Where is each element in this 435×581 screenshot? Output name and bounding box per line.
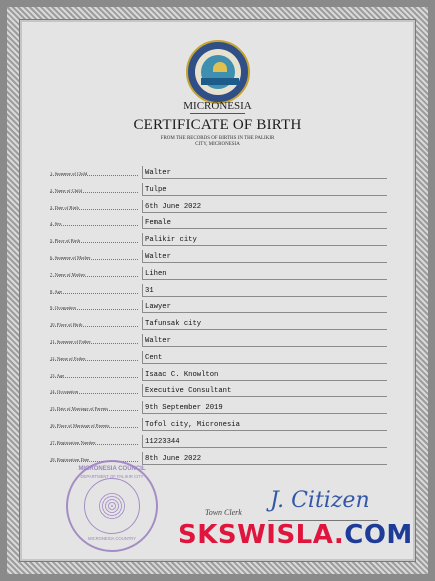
- town-clerk-label: Town Clerk: [205, 508, 242, 517]
- field-value: 9th September 2019: [145, 404, 223, 413]
- field-value: 31: [145, 286, 154, 295]
- field-underline: [142, 228, 387, 229]
- field-row: [50, 400, 387, 414]
- field-label: 9. Occupation: [50, 305, 76, 311]
- field-label: 10. Place of Birth: [50, 322, 83, 328]
- field-underline: [142, 329, 387, 330]
- field-row: [50, 367, 387, 381]
- field-underline: [142, 447, 387, 448]
- field-underline: [142, 296, 387, 297]
- field-row: [50, 434, 387, 448]
- field-underline: [142, 413, 387, 414]
- label-leader: [50, 293, 138, 294]
- field-row: [50, 283, 387, 297]
- field-value: Palikir city: [145, 236, 197, 245]
- field-label: 12. Name of Father: [50, 355, 86, 361]
- field-value: Tafunsak city: [145, 320, 202, 329]
- field-value: Walter: [145, 337, 171, 345]
- field-underline: [142, 178, 387, 179]
- stamp-top-text: MICRONESIA COUNCIL: [78, 466, 146, 472]
- field-value: Isaac C. Knowlton: [145, 370, 219, 379]
- field-underline: [142, 396, 387, 397]
- watermark-main: SKSWISLA: [178, 520, 334, 550]
- field-value: Female: [145, 219, 171, 228]
- field-value: 8th June 2022: [145, 454, 202, 463]
- clerk-signature: J. Citizen: [270, 488, 370, 513]
- stamp-middle-text: DEPARTMENT OF PALIKIR CITY: [80, 474, 144, 479]
- field-label: 17. Registration Number: [50, 439, 96, 445]
- field-label: 1. Surname of Child: [50, 171, 88, 176]
- field-underline: [142, 430, 387, 431]
- field-row: [50, 232, 387, 246]
- field-row: [50, 383, 387, 397]
- field-label: 6. Surname of Mother: [50, 255, 91, 260]
- header-divider: [190, 113, 245, 114]
- field-value: Executive Consultant: [145, 387, 232, 396]
- field-value: 11223344: [145, 437, 180, 446]
- field-row: [50, 333, 387, 347]
- stamp-bottom-text: MICRONESIA COUNTRY: [87, 536, 137, 541]
- watermark: [178, 520, 413, 550]
- watermark-dot: .: [333, 520, 345, 550]
- field-underline: [142, 380, 387, 381]
- field-row: [50, 316, 387, 330]
- field-row: [50, 266, 387, 280]
- field-row: [50, 417, 387, 431]
- government-seal-icon: [186, 40, 250, 104]
- field-label: 7. Name of Mother: [50, 271, 86, 277]
- field-underline: [142, 279, 387, 280]
- field-label: 3. Date of Birth: [50, 204, 79, 210]
- field-value: Cent: [145, 353, 163, 362]
- field-label: 18. Registration Date: [50, 456, 90, 462]
- field-underline: [142, 346, 387, 347]
- field-label: 13. Age: [50, 372, 65, 378]
- field-label: 11. Surname of Father: [50, 339, 91, 344]
- field-value: 6th June 2022: [145, 202, 202, 211]
- field-label: 5. Place of Birth: [50, 238, 81, 244]
- field-row: [50, 350, 387, 364]
- field-underline: [142, 312, 387, 313]
- certificate-title: CERTIFICATE OF BIRTH: [133, 117, 302, 133]
- field-label: 4. Sex: [50, 221, 62, 227]
- field-underline: [142, 195, 387, 196]
- field-underline: [142, 464, 387, 465]
- field-underline: [142, 245, 387, 246]
- field-row: [50, 165, 387, 179]
- field-value: Walter: [145, 169, 171, 177]
- field-row: [50, 299, 387, 313]
- field-label: 2. Name of Child: [50, 187, 82, 193]
- field-value: Lawyer: [145, 303, 171, 312]
- country-name: MICRONESIA: [183, 100, 252, 112]
- field-row: [50, 199, 387, 213]
- field-underline: [142, 262, 387, 263]
- field-value: Tulpe: [145, 185, 167, 194]
- field-row: [50, 215, 387, 229]
- council-stamp-icon: [66, 460, 158, 552]
- field-label: 16. Place of Marriage of Parents: [50, 423, 110, 428]
- watermark-tld: COM: [344, 520, 413, 550]
- field-row: [50, 249, 387, 263]
- field-value: Tofol city, Micronesia: [145, 421, 240, 429]
- field-label: 15. Date of Marriage of Parents: [50, 406, 109, 412]
- field-label: 8. Age: [50, 288, 62, 294]
- field-label: 14. Occupation: [50, 389, 79, 395]
- field-underline: [142, 363, 387, 364]
- certificate-subtitle-line2: CITY, MICRONESIA: [195, 142, 240, 147]
- field-value: Lihen: [145, 269, 167, 278]
- field-value: Walter: [145, 253, 171, 261]
- field-row: [50, 182, 387, 196]
- certificate-subtitle-line1: FROM THE RECORDS OF BIRTHS IN THE PALIKIR: [160, 136, 275, 141]
- field-underline: [142, 212, 387, 213]
- label-leader: [50, 225, 138, 226]
